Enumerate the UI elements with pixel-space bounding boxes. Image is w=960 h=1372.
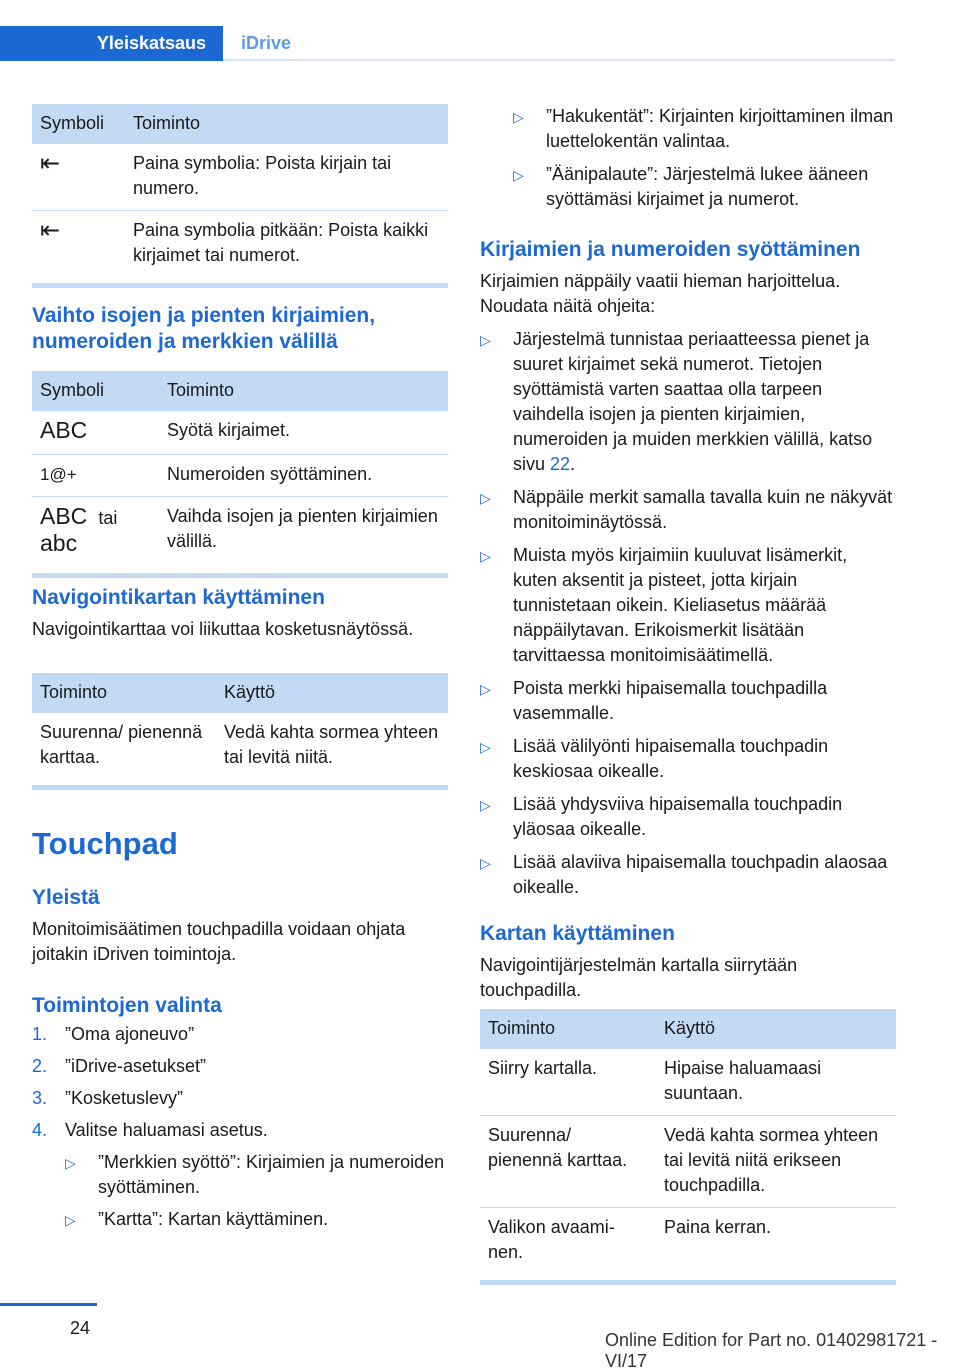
header-tabs: [0, 26, 895, 61]
table-header: Toiminto: [32, 673, 216, 713]
map-table: [480, 1009, 896, 1274]
list-item: ▷ ”Äänipalaute”: Järjestelmä lukee ääneen syöttämäsi kirjaimet ja numerot.: [513, 164, 869, 209]
table-cell: Vaihda isojen ja pienten kirjaimien välillä.: [167, 506, 438, 551]
footer-rule: [0, 1303, 97, 1306]
section-heading-switch: Vaihto isojen ja pienten kirjaimien, numeroiden ja merkkien välillä: [32, 304, 376, 353]
abc-uppercase-icon: ABC: [40, 417, 88, 443]
delete-all-icon: ⇤: [40, 217, 62, 244]
list-item: ▷ Näppäile merkit samalla tavalla kuin ne näkyvät monitoiminäytössä.: [480, 487, 893, 532]
table-cell: Vedä kahta sormea yhteen tai levitä niitä erikseen touchpadilla.: [656, 1116, 896, 1208]
table-cell: Syötä kirjaimet.: [159, 411, 448, 455]
switch-symbols-table: [32, 371, 448, 567]
table-header: Käyttö: [216, 673, 448, 713]
list-item: ▷ ”Kartta”: Kartan käyttäminen.: [65, 1207, 448, 1232]
list-item: ▷ Muista myös kirjaimiin kuuluvat lisämerkit, kuten aksentit ja pisteet, jotta kirjain tunnistetaan oikein. Kieliasetus määrää näppäilytavan. Erikoismerkit lisätään tarvittaessa monitoimisäätimellä.: [480, 545, 848, 665]
section-heading-navmap: Navigointikartan käyttäminen: [32, 586, 325, 609]
numbers-symbols-icon: 1@+: [40, 465, 77, 484]
page-number: 24: [70, 1318, 91, 1338]
list-item: ▷ Lisää alaviiva hipaisemalla touchpadin alaosaa oikealle.: [480, 852, 888, 897]
tab-idrive[interactable]: iDrive: [241, 33, 292, 53]
table-cell: Suurenna/ pienennä karttaa.: [40, 722, 203, 767]
list-item: ▷ ”Hakukentät”: Kirjainten kirjoittaminen ilman luettelokentän valintaa.: [513, 106, 894, 151]
tab-yleiskatsaus[interactable]: Yleiskatsaus: [0, 26, 223, 61]
bullet-arrow-icon: ▷: [513, 167, 524, 183]
bullet-arrow-icon: ▷: [480, 855, 491, 871]
section-heading-map: Kartan käyttäminen: [480, 922, 675, 945]
list-item: ▷ Poista merkki hipaisemalla touchpadilla vasemmalle.: [480, 678, 828, 723]
table-row: [480, 1049, 896, 1116]
entry-bullets: [480, 327, 896, 900]
or-text: tai: [98, 508, 118, 528]
table-cell: Siirry kartalla.: [480, 1049, 656, 1116]
table-row: [32, 713, 448, 779]
table-row: [480, 1208, 896, 1275]
table-header: Symboli: [32, 104, 125, 144]
table-header: Toiminto: [159, 371, 448, 411]
paragraph: Navigointikarttaa voi liikuttaa kosketusnäytössä.: [32, 619, 414, 639]
bullet-arrow-icon: ▷: [513, 109, 524, 125]
list-item: ▷ ”Merkkien syöttö”: Kirjaimien ja numeroiden syöttäminen.: [65, 1152, 445, 1197]
bullet-arrow-icon: ▷: [65, 1155, 76, 1171]
table-header: Toiminto: [480, 1009, 656, 1049]
edition-text: Online Edition for Part no. 01402981721 - VI/17: [605, 1330, 938, 1371]
table-end-rule: [32, 573, 448, 578]
page-title-touchpad: Touchpad: [32, 826, 178, 861]
bullet-arrow-icon: ▷: [480, 490, 491, 506]
bullet-arrow-icon: ▷: [480, 739, 491, 755]
numbered-list: [32, 1022, 448, 1232]
table-cell: Paina symbolia: Poista kirjain tai numero.: [125, 144, 448, 211]
section-heading-general: Yleistä: [32, 886, 100, 909]
page-link[interactable]: 22: [550, 454, 571, 474]
list-item: 4. Valitse haluamasi asetus.: [32, 1120, 268, 1140]
table-header: Toiminto: [125, 104, 448, 144]
table-cell: Paina symbolia pitkään: Poista kaikki kirjaimet tai numerot.: [133, 220, 429, 265]
table-header: Symboli: [32, 371, 159, 411]
table-cell: Vedä kahta sormea yhteen tai levitä niitä.: [224, 722, 439, 767]
list-item: ▷ Lisää yhdysviiva hipaisemalla touchpadin yläosaa oikealle.: [480, 794, 843, 839]
bullet-arrow-icon: ▷: [480, 332, 491, 348]
list-item: ▷ Lisää välilyönti hipaisemalla touchpadin keskiosaa oikealle.: [480, 736, 829, 781]
section-heading-entry: Kirjaimien ja numeroiden syöttäminen: [480, 238, 861, 261]
table-row: [32, 144, 448, 211]
abc-lowercase-icon: abc: [40, 530, 78, 556]
table-row: [32, 211, 448, 278]
list-item: 3. ”Kosketuslevy”: [32, 1088, 184, 1108]
table-row: [480, 1116, 896, 1208]
table-end-rule: [32, 785, 448, 790]
table-cell: Hipaise haluamaasi suuntaan.: [656, 1049, 896, 1116]
header-divider: [223, 59, 895, 61]
table-cell: Numeroiden syöttäminen.: [159, 455, 448, 497]
list-item: 1. ”Oma ajoneuvo”: [32, 1024, 195, 1044]
paragraph: Navigointijärjestelmän kartalla siirrytään touchpadilla.: [480, 955, 798, 1000]
navmap-table: [32, 673, 448, 779]
table-row: [32, 411, 448, 455]
table-header: Käyttö: [656, 1009, 896, 1049]
list-item: 2. ”iDrive-asetukset”: [32, 1056, 207, 1076]
paragraph: Monitoimisäätimen touchpadilla voidaan ohjata joitakin iDriven toimintoja.: [32, 919, 406, 964]
bullet-arrow-icon: ▷: [65, 1212, 76, 1228]
delete-icon: ⇤: [40, 150, 62, 177]
table-row: [32, 455, 448, 497]
list-item: ▷ Järjestelmä tunnistaa periaatteessa pienet ja suuret kirjaimet sekä numerot. Tietojen syöttämistä varten saattaa olla tarpeen vaihdella isojen ja pienten kirjaimien, numeroiden ja muiden merkkien välillä, katso sivu 22.: [480, 329, 873, 474]
abc-uppercase-icon: ABC: [40, 503, 88, 529]
table-cell: Suurenna/ pienennä karttaa.: [480, 1116, 656, 1208]
table-cell: Paina kerran.: [664, 1217, 772, 1237]
section-heading-select: Toimintojen valinta: [32, 994, 222, 1017]
bullet-arrow-icon: ▷: [480, 548, 491, 564]
table-end-rule: [480, 1280, 896, 1285]
bullet-arrow-icon: ▷: [480, 681, 491, 697]
table-row: [32, 497, 448, 568]
bullet-arrow-icon: ▷: [480, 797, 491, 813]
delete-symbols-table: [32, 104, 448, 277]
paragraph: Kirjaimien näppäily vaatii hieman harjoittelua. Noudata näitä ohjeita:: [480, 271, 841, 316]
table-cell: Valikon avaami- nen.: [488, 1217, 615, 1262]
table-end-rule: [32, 283, 448, 288]
